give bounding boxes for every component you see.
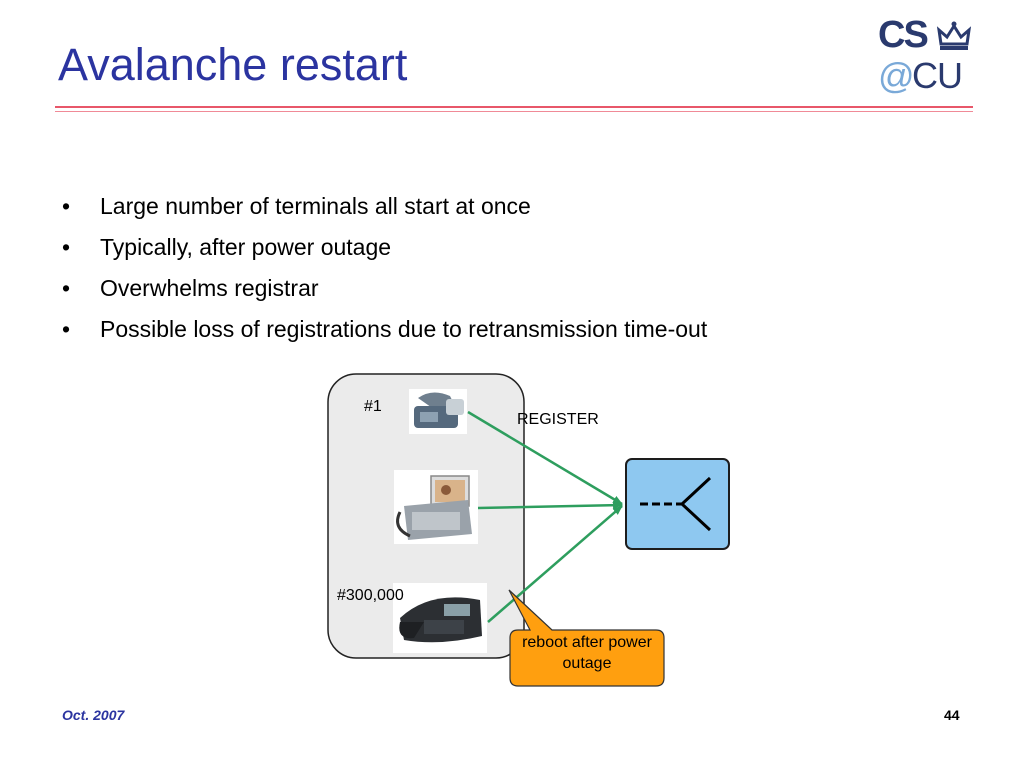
phone-last-label: #300,000 xyxy=(337,587,404,604)
logo-cs-text: CS xyxy=(878,14,927,56)
page-number: 44 xyxy=(944,707,960,723)
phone-first-label: #1 xyxy=(364,398,382,415)
bullet-dot: • xyxy=(62,316,71,342)
register-label: REGISTER xyxy=(517,411,599,428)
bullet-text: Large number of terminals all start at once xyxy=(100,193,531,219)
bullet-item xyxy=(62,309,707,350)
bullet-dot: • xyxy=(62,275,71,301)
desk-phone-icon xyxy=(393,583,487,653)
bullet-text: Overwhelms registrar xyxy=(100,275,319,301)
footer-date: Oct. 2007 xyxy=(62,707,125,723)
title-divider-secondary xyxy=(55,111,973,112)
bullet-item xyxy=(62,186,707,227)
bullet-text: Possible loss of registrations due to retransmission time-out xyxy=(100,316,708,342)
videophone-icon xyxy=(394,470,478,544)
bullet-dot: • xyxy=(62,193,71,219)
reboot-callout-text: reboot after power outage xyxy=(522,634,652,672)
bullet-dot: • xyxy=(62,234,71,260)
phone-icon xyxy=(409,389,467,434)
logo-cu-text: CU xyxy=(912,55,962,96)
cs-at-cu-logo xyxy=(872,12,976,96)
logo-at-symbol: @ xyxy=(878,55,915,96)
crown-icon xyxy=(936,20,972,54)
title-divider xyxy=(55,106,973,108)
bullet-text: Typically, after power outage xyxy=(100,234,392,260)
bullet-item xyxy=(62,227,707,268)
slide-title: Avalanche restart xyxy=(58,39,408,90)
bullet-list xyxy=(62,186,707,350)
bullet-item xyxy=(62,268,707,309)
registrar-server-icon xyxy=(626,459,729,549)
